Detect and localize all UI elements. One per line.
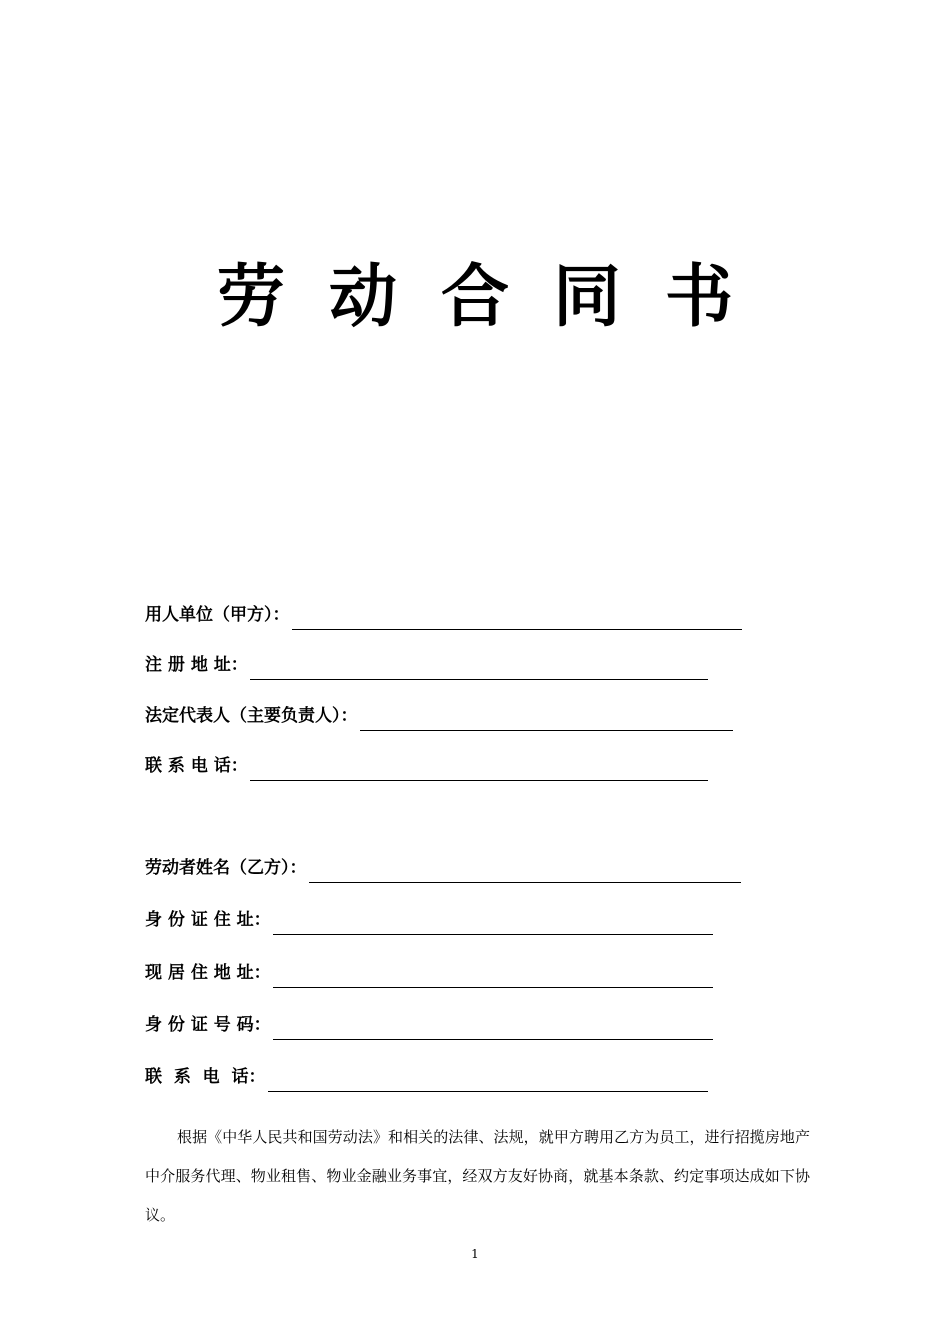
page-number: 1 (471, 1247, 479, 1261)
party-b-name-input-line[interactable] (309, 858, 741, 883)
party-b-id-number-input-line[interactable] (273, 1015, 713, 1040)
party-a-address-label: 注 册 地 址： (145, 655, 248, 675)
party-b-id-address-input-line[interactable] (273, 910, 713, 935)
party-b-phone-label: 联 系 电 话： (145, 1067, 266, 1087)
party-b-id-number-label: 身 份 证 号 码： (145, 1015, 271, 1035)
party-b-name-label: 劳动者姓名（乙方）： (145, 858, 307, 878)
party-b-phone-input-line[interactable] (268, 1067, 708, 1092)
party-b-phone-field (145, 1062, 708, 1092)
party-a-unit-input-line[interactable] (292, 605, 742, 630)
party-b-current-address-input-line[interactable] (273, 963, 713, 988)
intro-paragraph: 根据《中华人民共和国劳动法》和相关的法律、法规，就甲方聘用乙方为员工，进行招揽房地产中介服务代理、物业租售、物业金融业务事宜，经双方友好协商，就基本条款、约定事项达成如下协议。 (145, 1128, 810, 1224)
party-a-phone-field (145, 751, 708, 781)
party-b-id-address-field (145, 905, 713, 935)
party-b-current-address-field (145, 958, 713, 988)
party-b-id-address-label: 身 份 证 住 址： (145, 910, 271, 930)
party-a-address-input-line[interactable] (250, 655, 708, 680)
party-a-phone-label: 联 系 电 话： (145, 756, 248, 776)
party-b-current-address-label: 现 居 住 地 址： (145, 963, 271, 983)
party-a-representative-field (145, 701, 733, 731)
party-a-representative-input-line[interactable] (360, 706, 733, 731)
page-title: 劳动合同书 (216, 257, 777, 337)
party-a-unit-field (145, 600, 742, 630)
party-a-representative-label: 法定代表人（主要负责人）： (145, 706, 358, 726)
party-a-phone-input-line[interactable] (250, 756, 708, 781)
party-a-unit-label: 用人单位（甲方）： (145, 605, 290, 625)
party-b-name-field (145, 853, 741, 883)
party-a-address-field (145, 650, 708, 680)
party-b-id-number-field (145, 1010, 713, 1040)
